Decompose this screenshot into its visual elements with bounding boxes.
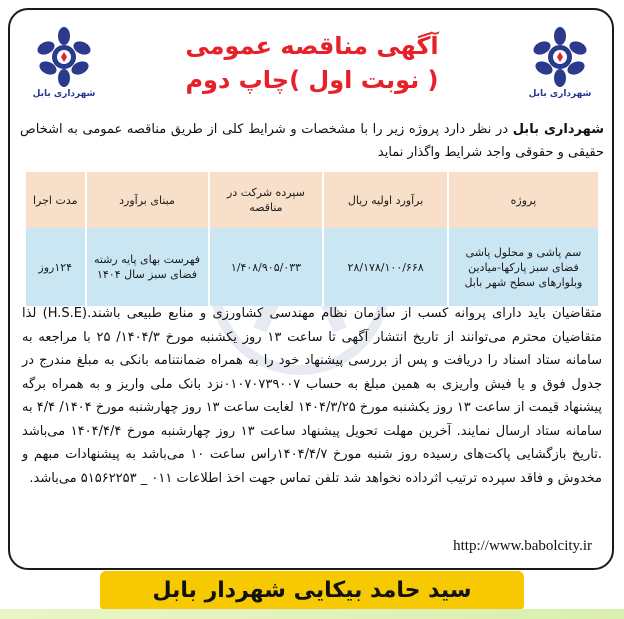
signature-banner: سید حامد بیکایی شهردار بابل xyxy=(100,571,524,611)
table-row xyxy=(26,228,598,306)
tender-table xyxy=(26,172,598,306)
col-project: پروژه xyxy=(448,172,598,228)
col-basis: مبنای برآورد xyxy=(86,172,209,228)
intro-text: در نظر دارد پروژه زیر را با مشخصات و شرایط کلی از طریق مناقصه عمومی به اشخاص حقیقی و حقوقی واجد شرایط واگذار نماید xyxy=(20,122,604,160)
notice-subtitle: ( نوبت اول )چاپ دوم xyxy=(185,66,439,94)
logo-caption: شهرداری بابل xyxy=(32,89,96,99)
cell-estimate: ۲۸/۱۷۸/۱۰۰/۶۶۸ xyxy=(323,228,448,306)
cell-duration: ۱۲۴روز xyxy=(26,228,86,306)
organization-name: شهرداری بابل xyxy=(512,122,604,137)
cell-project: سم پاشی و محلول پاشی فضای سبز پارکها-میادین وبلوارهای سطح شهر بابل xyxy=(448,228,598,306)
intro-paragraph xyxy=(20,118,604,164)
col-duration: مدت اجرا xyxy=(26,172,86,228)
table-header-row xyxy=(26,172,598,228)
cell-deposit: ۱/۴۰۸/۹۰۵/۰۳۳ xyxy=(209,228,324,306)
website-link[interactable]: http://www.babolcity.ir xyxy=(453,538,592,554)
col-estimate: برآورد اولیه ریال xyxy=(323,172,448,228)
bottom-stripe xyxy=(0,609,624,619)
notice-title: آگهی مناقصه عمومی xyxy=(185,32,439,60)
logo-caption: شهرداری بابل xyxy=(528,89,592,99)
conditions-paragraph: متقاضیان باید دارای پروانه کسب از سازمان نظام مهندسی کشاورزی و منابع طبیعی باشند.(H.S.E) لذا متقاضیان محترم می‌توانند از تاریخ انتشار آگهی تا ساعت ۱۳ روز یکشنبه مورخ ۱۴۰۴/۳/ ۲۵ با مراجعه به سامانه ستاد اسناد را دریافت و پس از بررسی پیشنهاد خود را به همراه ضمانتنامه بانکی به مبلغ مندرج در جدول فوق و یا فیش واریزی به همین مبلغ به حساب ۰۱۰۷۰۷۳۹۰۰۷نزد بانک ملی واریز و به همراه برگه پیشنهاد قیمت از ساعت ۱۳ روز یکشنبه مورخ ۱۴۰۴/۳/۲۵ لغایت ساعت ۱۳ روز چهارشنبه مورخ ۱۴۰۴/ ۴/۴ به سامانه ستاد ارسال نمایند. آخرین مهلت تحویل پیشنهاد ساعت ۱۳ روز چهارشنبه مورخ ۱۴۰۴/۴/۴ می‌باشد .تاریخ بازگشایی پاکت‌های رسیده روز شنبه مورخ ۱۴۰۴/۴/۷راس ساعت ۱۰ می‌باشد به پیشنهادات مبهم و مخدوش و فاقد سپرده ترتیب اثرداده نخواهد شد تلفن تماس جهت اخذ اطلاعات ۰۱۱ _ ۵۱۵۶۲۲۵۳ می‌باشد. xyxy=(22,306,603,486)
col-deposit: سپرده شرکت در مناقصه xyxy=(209,172,324,228)
cell-basis: فهرست بهای پایه رشته فضای سبز سال ۱۴۰۴ xyxy=(86,228,209,306)
